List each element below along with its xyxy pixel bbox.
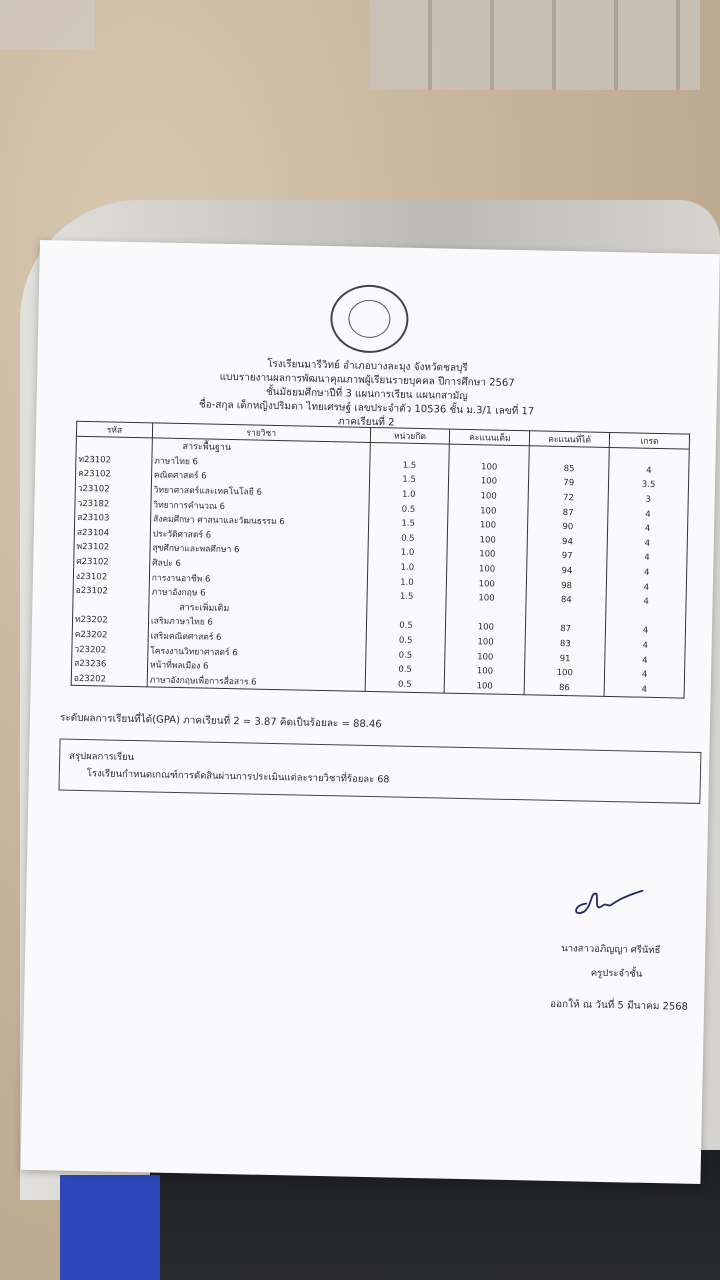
- cell-code: ค23102: [75, 466, 151, 482]
- grades-body: [71, 436, 689, 698]
- cell-grade: 4: [608, 521, 688, 537]
- cell-credits: 1.5: [369, 472, 449, 488]
- cell-subject: ศิลปะ 6: [149, 555, 367, 574]
- cell-grade: 4: [606, 579, 686, 595]
- cell-credits: 0.5: [366, 618, 446, 634]
- cell-full-score: 100: [449, 474, 529, 490]
- cell-credits: 0.5: [368, 501, 448, 517]
- cell-full-score: 100: [448, 518, 528, 534]
- section-title: สาระเพิ่มเติม: [149, 599, 367, 618]
- cell-credits: 1.5: [367, 589, 447, 605]
- cell-code: ท23102: [76, 451, 152, 467]
- cell-credits: 0.5: [365, 662, 445, 678]
- cell-score: 85: [529, 461, 609, 477]
- cell-subject: วิทยาการคำนวณ 6: [151, 497, 369, 516]
- issued-date: ออกให้ ณ วันที่ 5 มีนาคม 2568: [549, 998, 689, 1013]
- cell-score: 86: [524, 680, 604, 697]
- cell-code: ศ23102: [74, 554, 150, 570]
- school-name-line: โรงเรียนมารีวิทย์ อำเภอบางละมุง จังหวัดชลบุรี: [267, 358, 468, 374]
- cell-grade: 4: [608, 506, 688, 522]
- cell-score: 87: [526, 621, 606, 637]
- cell-code: ง23102: [73, 568, 149, 584]
- cell-score: 100: [525, 665, 605, 681]
- cell-score: 98: [527, 578, 607, 594]
- cell-credits: 1.0: [368, 545, 448, 561]
- cell-code: พ23102: [74, 539, 150, 555]
- cell-credits: 1.0: [367, 560, 447, 576]
- cell-code: ส23104: [74, 524, 150, 540]
- header-subject: รายวิชา: [152, 423, 370, 443]
- cell-code: ส23103: [75, 510, 151, 526]
- cell-grade: 4: [604, 681, 684, 698]
- cell-subject: การงานอาชีพ 6: [149, 570, 367, 589]
- cell-credits: 0.5: [365, 647, 445, 663]
- student-info-line: ชื่อ-สกุล เด็กหญิงปริมดา ไทยเศรษฐ์ เลขประจำตัว 10536 ชั้น ม.3/1 เลขที่ 17: [198, 399, 535, 418]
- cell-subject: หน้าที่พลเมือง 6: [147, 657, 365, 676]
- cell-credits: 1.0: [369, 487, 449, 503]
- school-seal-icon: [330, 284, 409, 354]
- cell-grade: 4: [607, 565, 687, 581]
- teacher-signature: [568, 881, 649, 923]
- cell-full-score: 100: [445, 649, 525, 665]
- cell-credits: 1.0: [367, 574, 447, 590]
- cell-subject: โครงงานวิทยาศาสตร์ 6: [148, 643, 366, 662]
- teacher-role: ครูประจำชั้น: [590, 967, 643, 980]
- cell-full-score: 100: [446, 591, 526, 607]
- cell-grade: 4: [605, 667, 685, 683]
- cell-score: 94: [527, 534, 607, 550]
- cell-subject: สุขศึกษาและพลศึกษา 6: [150, 541, 368, 560]
- cell-grade: 4: [606, 594, 686, 610]
- cell-subject: ภาษาอังกฤษ 6: [149, 584, 367, 603]
- cell-credits: 0.5: [365, 676, 445, 693]
- cell-full-score: 100: [447, 547, 527, 563]
- cell-subject: สังคมศึกษา ศาสนาและวัฒนธรรม 6: [150, 511, 368, 530]
- cell-grade: 3.5: [609, 477, 689, 493]
- header-grade: เกรด: [609, 432, 689, 449]
- cell-subject: เสริมภาษาไทย 6: [148, 613, 366, 632]
- cell-score: 84: [526, 592, 606, 608]
- cell-score: 90: [528, 519, 608, 535]
- semester-line: ภาคเรียนที่ 2: [337, 416, 395, 429]
- cell-full-score: 100: [447, 561, 527, 577]
- summary-title: สรุปผลการเรียน: [69, 750, 135, 764]
- cell-grade: 4: [605, 638, 685, 654]
- cell-code: ส23236: [71, 656, 147, 672]
- cell-full-score: 100: [445, 678, 525, 695]
- cell-subject: ภาษาอังกฤษเพื่อการสื่อสาร 6: [147, 672, 365, 692]
- cell-subject: เสริมคณิตศาสตร์ 6: [148, 628, 366, 647]
- cell-score: 94: [527, 563, 607, 579]
- cell-grade: 4: [609, 463, 689, 479]
- header-code: รหัส: [76, 421, 152, 438]
- cell-grade: 4: [607, 536, 687, 552]
- cell-code: อ23102: [73, 583, 149, 599]
- floor-tiles: [370, 0, 700, 90]
- header-score: คะแนนที่ได้: [530, 431, 610, 448]
- cell-code: ว23202: [72, 641, 148, 657]
- cell-subject: วิทยาศาสตร์และเทคโนโลยี 6: [151, 482, 369, 501]
- cell-full-score: 100: [447, 576, 527, 592]
- cell-code: ว23182: [75, 495, 151, 511]
- cell-grade: 4: [605, 623, 685, 639]
- cell-subject: ภาษาไทย 6: [152, 453, 370, 472]
- cell-grade: 3: [608, 492, 688, 508]
- cell-subject: ประวัติศาสตร์ 6: [150, 526, 368, 545]
- cell-code: ค23202: [72, 626, 148, 642]
- teacher-name: นางสาวอภิญญา ศรีนัทธี: [561, 943, 661, 957]
- blue-object: [60, 1175, 160, 1280]
- cell-score: 72: [528, 490, 608, 506]
- cell-code: ท23202: [72, 612, 148, 628]
- header-credits: หน่วยกิต: [370, 427, 450, 444]
- cell-subject: คณิตศาสตร์ 6: [151, 468, 369, 487]
- cell-code: ว23102: [75, 481, 151, 497]
- floor-tiles-left: [0, 0, 95, 50]
- level-line: ชั้นมัธยมศึกษาปีที่ 3 แผนการเรียน แผนกสามัญ: [265, 386, 468, 402]
- cell-score: 97: [527, 548, 607, 564]
- summary-text: โรงเรียนกำหนดเกณฑ์การตัดสินผ่านการประเมินแต่ละรายวิชาที่ร้อยละ 68: [86, 768, 390, 786]
- report-title-line: แบบรายงานผลการพัฒนาคุณภาพผู้เรียนรายบุคคล ปีการศึกษา 2567: [219, 371, 515, 389]
- gpa-line: ระดับผลการเรียนที่ได้(GPA) ภาคเรียนที่ 2 = 3.87 คิดเป็นร้อยละ = 88.46: [59, 712, 382, 731]
- cell-full-score: 100: [449, 459, 529, 475]
- cell-full-score: 100: [449, 488, 529, 504]
- report-card-paper: [21, 240, 720, 1184]
- cell-full-score: 100: [445, 634, 525, 650]
- cell-credits: 0.5: [368, 530, 448, 546]
- cell-grade: 4: [605, 652, 685, 668]
- cell-full-score: 100: [448, 503, 528, 519]
- cell-full-score: 100: [448, 532, 528, 548]
- cell-score: 79: [529, 475, 609, 491]
- cell-score: 83: [525, 636, 605, 652]
- section-title: สาระพื้นฐาน: [152, 438, 370, 458]
- header-full-score: คะแนนเต็ม: [450, 429, 530, 446]
- cell-score: 87: [528, 505, 608, 521]
- cell-credits: 1.5: [369, 458, 449, 474]
- cell-score: 91: [525, 651, 605, 667]
- cell-code: อ23202: [71, 670, 147, 687]
- cell-credits: 1.5: [368, 516, 448, 532]
- cell-full-score: 100: [445, 663, 525, 679]
- cell-full-score: 100: [446, 620, 526, 636]
- cell-credits: 0.5: [366, 633, 446, 649]
- grades-table: [71, 421, 690, 699]
- cell-grade: 4: [607, 550, 687, 566]
